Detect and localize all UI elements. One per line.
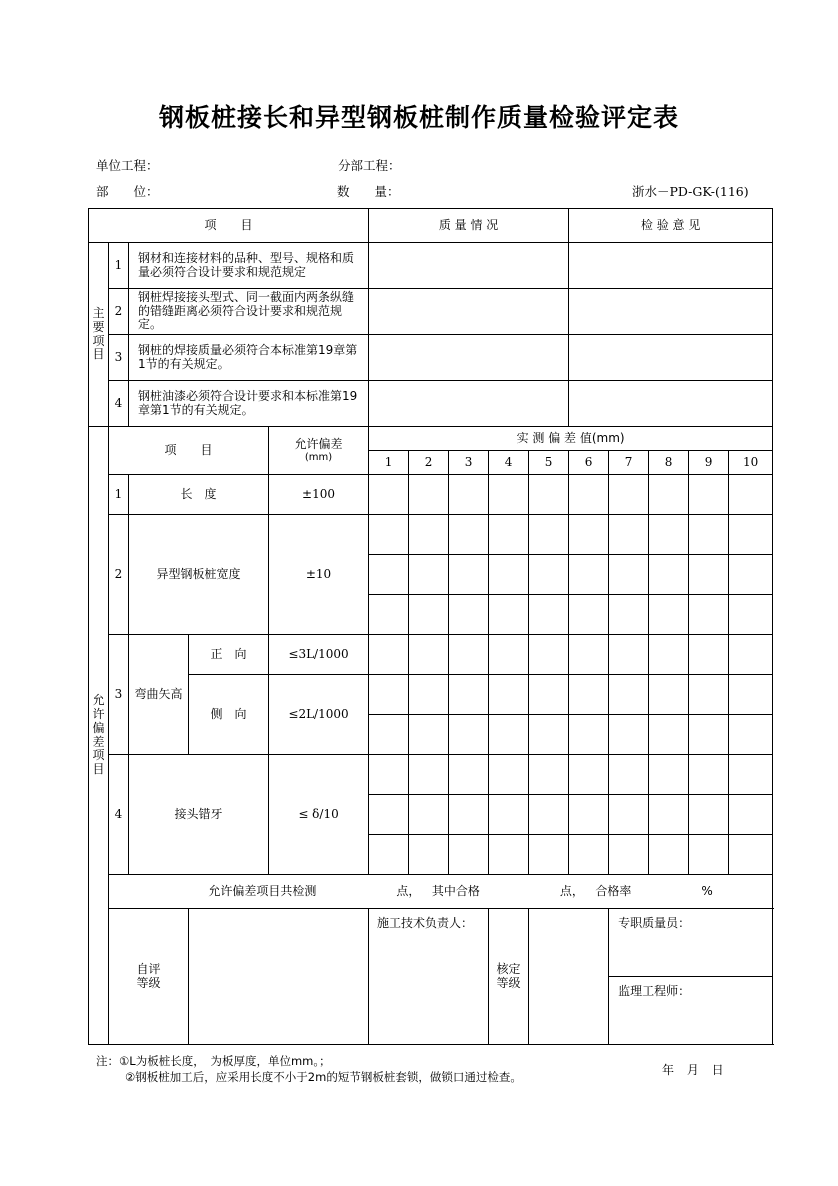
verification-label: 核定 等级: [489, 909, 529, 1045]
measure-cell[interactable]: [609, 515, 649, 555]
measure-cell[interactable]: [729, 555, 773, 595]
tolerance-item-header: 项 目: [109, 427, 269, 475]
measure-cell[interactable]: [449, 835, 489, 875]
quality-cell[interactable]: [369, 243, 569, 289]
measure-cell[interactable]: [369, 555, 409, 595]
measure-cell[interactable]: [369, 715, 409, 755]
measure-cell[interactable]: [649, 595, 689, 635]
main-item-no: 3: [109, 335, 129, 381]
measure-cell[interactable]: [689, 835, 729, 875]
measure-cell[interactable]: [409, 675, 449, 715]
measure-cell[interactable]: [609, 755, 649, 795]
date-field[interactable]: 年 月 日: [662, 1063, 724, 1077]
measure-cell[interactable]: [729, 595, 773, 635]
form-code: 浙水－PD-GK-(116): [632, 184, 749, 199]
allowable-deviation-header: 允许偏差 (mm): [269, 427, 369, 475]
measure-cell[interactable]: [529, 635, 569, 675]
measure-cell[interactable]: [569, 795, 609, 835]
measure-cell[interactable]: [529, 515, 569, 555]
measure-col-header: 9: [689, 451, 729, 475]
measure-cell[interactable]: [409, 835, 449, 875]
main-item-no: 2: [109, 289, 129, 335]
opinion-cell[interactable]: [569, 289, 773, 335]
measure-cell[interactable]: [449, 795, 489, 835]
tolerance-row: [89, 755, 773, 795]
tolerance-item-name: 接头错牙: [129, 755, 269, 875]
tolerance-item-name: 弯曲矢高: [129, 635, 189, 755]
measure-cell[interactable]: [489, 515, 529, 555]
measure-cell[interactable]: [529, 555, 569, 595]
measure-col-header: 6: [569, 451, 609, 475]
measure-cell[interactable]: [489, 755, 529, 795]
main-item-text: 钢桩油漆必须符合设计要求和本标准第19章第1节的有关规定。: [129, 381, 369, 427]
measure-cell[interactable]: [569, 515, 609, 555]
branch-project-label: 分部工程：: [338, 158, 401, 173]
measure-cell[interactable]: [689, 475, 729, 515]
measure-cell[interactable]: [529, 835, 569, 875]
quantity-label: 数 量：: [337, 184, 400, 199]
measure-cell[interactable]: [409, 595, 449, 635]
measure-cell[interactable]: [609, 715, 649, 755]
measure-cell[interactable]: [409, 635, 449, 675]
measure-cell[interactable]: [689, 675, 729, 715]
measure-cell[interactable]: [409, 515, 449, 555]
signature-panel: [609, 909, 773, 1045]
tolerance-row: [89, 515, 773, 555]
measure-cell[interactable]: [489, 795, 529, 835]
self-evaluation-label: 自评 等级: [109, 909, 189, 1045]
note-line-2: ②钢板桩加工后，应采用长度不小于2m的短节钢板桩套锁，做锁口通过检查。: [125, 1069, 522, 1084]
opinion-cell[interactable]: [569, 335, 773, 381]
measure-cell[interactable]: [369, 795, 409, 835]
measure-cell[interactable]: [649, 755, 689, 795]
tolerance-row: [89, 475, 773, 515]
measure-cell[interactable]: [689, 635, 729, 675]
measure-cell[interactable]: [449, 675, 489, 715]
measure-cell[interactable]: [409, 795, 449, 835]
tech-lead-signature[interactable]: 施工技术负责人：: [369, 909, 489, 1045]
form-title: 钢板桩接长和异型钢板桩制作质量检验评定表: [158, 103, 679, 132]
measure-col-header: 10: [729, 451, 773, 475]
measure-cell[interactable]: [729, 635, 773, 675]
opinion-cell[interactable]: [569, 243, 773, 289]
measure-cell[interactable]: [529, 755, 569, 795]
measure-cell[interactable]: [649, 715, 689, 755]
main-item-text: 钢桩焊接接头型式、同一截面内两条纵缝的错缝距离必须符合设计要求和规范规定。: [129, 289, 369, 335]
location-label: 部 位：: [96, 184, 159, 199]
measure-cell[interactable]: [449, 635, 489, 675]
tolerance-item-no: 3: [109, 635, 129, 755]
measure-cell[interactable]: [689, 715, 729, 755]
tolerance-item-no: 1: [109, 475, 129, 515]
tolerance-value: ≤3L/1000: [269, 635, 369, 675]
measure-col-header: 1: [369, 451, 409, 475]
measured-deviation-header: 实 测 偏 差 值(mm): [369, 427, 773, 451]
main-item-text: 钢桩的焊接质量必须符合本标准第19章第1节的有关规定。: [129, 335, 369, 381]
measure-cell[interactable]: [609, 595, 649, 635]
measure-cell[interactable]: [569, 755, 609, 795]
tolerance-item-no: 4: [109, 755, 129, 875]
measure-cell[interactable]: [729, 795, 773, 835]
summary-row: 允许偏差项目共检测 点， 其中合格 点， 合格率 %: [109, 875, 773, 909]
measure-cell[interactable]: [369, 755, 409, 795]
measure-cell[interactable]: [689, 595, 729, 635]
measure-cell[interactable]: [529, 475, 569, 515]
tolerance-value: ±100: [269, 475, 369, 515]
measure-cell[interactable]: [569, 475, 609, 515]
measure-cell[interactable]: [489, 835, 529, 875]
measure-cell[interactable]: [449, 515, 489, 555]
tolerance-item-no: 2: [109, 515, 129, 635]
measure-cell[interactable]: [649, 635, 689, 675]
verification-grade[interactable]: [529, 909, 609, 1045]
measure-cell[interactable]: [729, 715, 773, 755]
tolerance-sub-item: 正 向: [189, 635, 269, 675]
quality-officer-signature[interactable]: 专职质量员：: [618, 916, 691, 930]
measure-col-header: 4: [489, 451, 529, 475]
tolerance-row: [89, 675, 773, 715]
measure-cell[interactable]: [529, 675, 569, 715]
measure-cell[interactable]: [489, 715, 529, 755]
measure-cell[interactable]: [529, 795, 569, 835]
quality-cell[interactable]: [369, 289, 569, 335]
measure-cell[interactable]: [449, 595, 489, 635]
measure-col-header: 5: [529, 451, 569, 475]
main-section-label: 主 要 项 目: [89, 243, 109, 427]
unit-project-label: 单位工程：: [96, 158, 159, 173]
measure-col-header: 3: [449, 451, 489, 475]
measure-cell[interactable]: [369, 635, 409, 675]
self-evaluation-grade[interactable]: [189, 909, 369, 1045]
measure-cell[interactable]: [729, 835, 773, 875]
measure-cell[interactable]: [369, 515, 409, 555]
measure-col-header: 2: [409, 451, 449, 475]
measure-cell[interactable]: [729, 675, 773, 715]
measure-cell[interactable]: [449, 555, 489, 595]
measure-cell[interactable]: [449, 475, 489, 515]
measure-cell[interactable]: [649, 555, 689, 595]
measure-cell[interactable]: [569, 835, 609, 875]
measure-cell[interactable]: [449, 755, 489, 795]
measure-cell[interactable]: [729, 515, 773, 555]
measure-cell[interactable]: [409, 755, 449, 795]
measure-cell[interactable]: [369, 595, 409, 635]
measure-cell[interactable]: [489, 595, 529, 635]
main-item-no: 4: [109, 381, 129, 427]
measure-cell[interactable]: [609, 835, 649, 875]
measure-cell[interactable]: [729, 475, 773, 515]
measure-cell[interactable]: [569, 635, 609, 675]
tolerance-sub-item: 侧 向: [189, 675, 269, 755]
measure-cell[interactable]: [569, 675, 609, 715]
measure-cell[interactable]: [609, 635, 649, 675]
measure-cell[interactable]: [649, 515, 689, 555]
measure-cell[interactable]: [689, 515, 729, 555]
measure-cell[interactable]: [609, 555, 649, 595]
header-quality: 质 量 情 况: [369, 209, 569, 243]
measure-cell[interactable]: [529, 595, 569, 635]
note-line-1: 注：①L为板桩长度， 为板厚度，单位mm。；: [96, 1054, 331, 1068]
measure-cell[interactable]: [489, 555, 529, 595]
tolerance-section-label: 允 许 偏 差 项 目: [89, 427, 109, 1045]
measure-cell[interactable]: [649, 835, 689, 875]
measure-cell[interactable]: [489, 475, 529, 515]
header-opinion: 检 验 意 见: [569, 209, 773, 243]
tolerance-value: ≤2L/1000: [269, 675, 369, 755]
opinion-cell[interactable]: [569, 381, 773, 427]
notes: [96, 1054, 522, 1085]
measure-cell[interactable]: [649, 475, 689, 515]
measure-cell[interactable]: [369, 475, 409, 515]
measure-cell[interactable]: [569, 555, 609, 595]
measure-cell[interactable]: [369, 835, 409, 875]
measure-cell[interactable]: [689, 555, 729, 595]
inspection-table: [88, 208, 773, 1045]
measure-cell[interactable]: [609, 675, 649, 715]
measure-cell[interactable]: [529, 715, 569, 755]
header-item: 项 目: [89, 209, 369, 243]
quality-cell[interactable]: [369, 381, 569, 427]
measure-col-header: 8: [649, 451, 689, 475]
measure-cell[interactable]: [409, 555, 449, 595]
tolerance-value: ≤ δ/10: [269, 755, 369, 875]
measure-cell[interactable]: [689, 795, 729, 835]
measure-col-header: 7: [609, 451, 649, 475]
measure-cell[interactable]: [409, 715, 449, 755]
measure-cell[interactable]: [409, 475, 449, 515]
quality-cell[interactable]: [369, 335, 569, 381]
measure-cell[interactable]: [609, 795, 649, 835]
measure-cell[interactable]: [609, 475, 649, 515]
measure-cell[interactable]: [369, 675, 409, 715]
measure-cell[interactable]: [569, 595, 609, 635]
measure-cell[interactable]: [649, 795, 689, 835]
measure-cell[interactable]: [449, 715, 489, 755]
tolerance-row: [89, 635, 773, 675]
measure-cell[interactable]: [569, 715, 609, 755]
measure-cell[interactable]: [649, 675, 689, 715]
measure-cell[interactable]: [489, 675, 529, 715]
measure-cell[interactable]: [729, 755, 773, 795]
main-item-no: 1: [109, 243, 129, 289]
supervisor-signature[interactable]: 监理工程师：: [609, 976, 772, 1044]
tolerance-item-name: 长 度: [129, 475, 269, 515]
measure-cell[interactable]: [689, 755, 729, 795]
tolerance-value: ±10: [269, 515, 369, 635]
tolerance-item-name: 异型钢板桩宽度: [129, 515, 269, 635]
main-item-text: 钢材和连接材料的品种、型号、规格和质量必须符合设计要求和规范规定: [129, 243, 369, 289]
measure-cell[interactable]: [489, 635, 529, 675]
